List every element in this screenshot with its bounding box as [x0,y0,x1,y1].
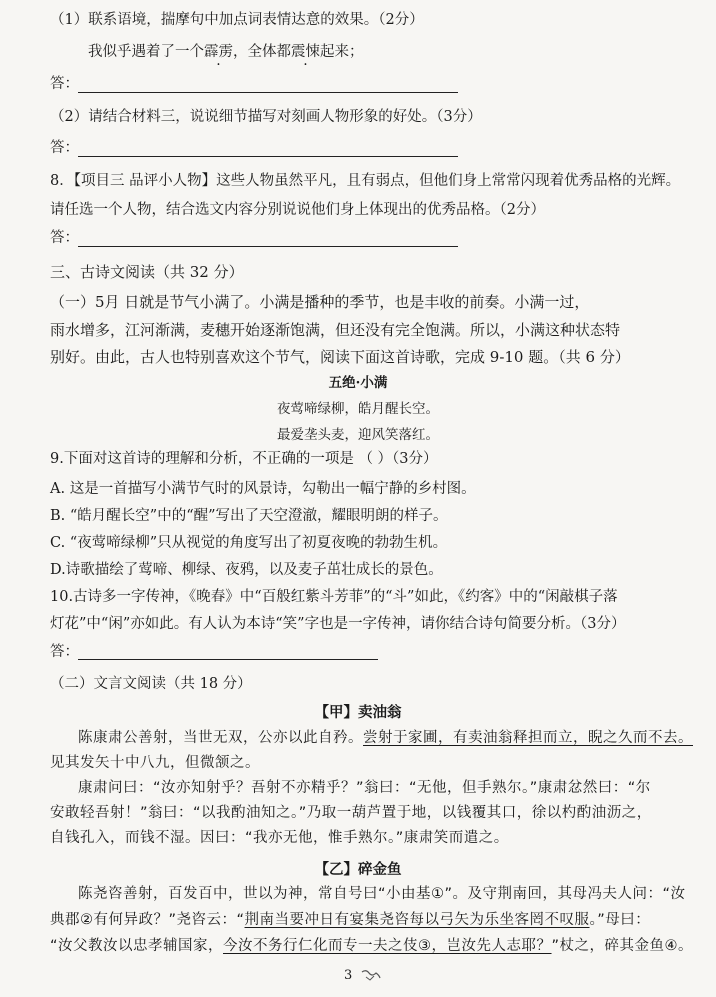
scribble-mark-icon [360,968,382,982]
yi-title: 【乙】碎金鱼 [314,861,402,878]
section3-heading: 三、古诗文阅读（共 32 分） [50,263,244,281]
answer-line[interactable] [78,92,458,93]
q8-line2: 请任选一个人物，结合选文内容分别说说他们身上体现出的优秀品格。（2分） [50,202,545,218]
intro-line1: （一）5月 日就是节气小满了。小满是播种的季节，也是丰收的前奏。小满一过， [50,293,590,311]
q7-2-prompt: （2）请结合材料三，说说细节描写对刻画人物形象的好处。（3分） [50,109,482,125]
jia-para2-line2: 安敢轻吾射！”翁曰：“以我酌油知之。”乃取一葫芦置于地，以钱覆其口，徐以杓酌油沥之， [50,805,652,821]
q9-option-d: D.诗歌描绘了莺啼、柳绿、夜鸦，以及麦子茁壮成长的景色。 [50,562,443,578]
answer-label: 答： [50,76,79,92]
dotted-word-2: 震悚 [291,44,320,60]
sentence-post: 起来； [320,44,364,60]
answer-line[interactable] [78,246,458,247]
yi-underlined-sentence-2: 今汝不务行仁化而专一夫之伎③，岂汝先人志耶？ [223,938,552,954]
q7-1-prompt: （1）联系语境，揣摩句中加点词表情达意的效果。（2分） [50,12,424,28]
jia-para2-line1: 康肃问曰：“汝亦知射乎？吾射不亦精乎？”翁曰：“无他，但手熟尔。”康肃忿然曰：“尔 [78,780,651,796]
jia-para2-line3: 自钱孔入，而钱不湿。因曰：“我亦无他，惟手熟尔。”康肃笑而遣之。 [50,830,509,846]
q9-option-c: C. “夜莺啼绿柳”只从视觉的角度写出了初夏夜晚的勃勃生机。 [50,535,448,551]
q9-option-b: B. “皓月醒长空”中的“醒”写出了天空澄澈，耀眼明朗的样子。 [50,508,448,524]
yi-text: 。”母曰： [589,912,651,928]
answer-line[interactable] [78,156,458,157]
answer-label: 答： [50,230,79,246]
dotted-word-1: 霹雳 [204,44,233,60]
yi-para-line2 [50,910,650,930]
q10-line1: 10.古诗多一字传神，《晚春》中“百般红紫斗芳菲”的“斗”如此，《约客》中的“闲敲棋子落 [50,589,618,605]
yi-para-line3 [50,936,693,956]
jia-para1-line2: 见其发矢十中八九，但微颔之。 [50,755,260,771]
q8-line1: 8．【项目三 品评小人物】这些人物虽然平凡，且有弱点，但他们身上常常闪现着优秀品格的光辉。 [50,173,681,189]
q9-stem: 9.下面对这首诗的理解和分析，不正确的一项是 （ ）（3分） [50,451,438,467]
jia-text: 陈康肃公善射，当世无双，公亦以此自矜。 [78,730,363,746]
poem-line-1: 夜莺啼绿柳，皓月醒长空。 [277,401,439,417]
intro-line2: 雨水增多，江河渐满，麦穗开始逐渐饱满，但还没有完全饱满。所以，小满这种状态特 [50,321,621,339]
page-number: 3 [344,968,353,983]
q7-1-sentence [88,42,364,62]
q9-option-a: A. 这是一首描写小满节气时的风景诗，勾勒出一幅宁静的乡村图。 [50,481,476,497]
yi-text: “汝父教汝以忠孝辅国家， [50,938,224,954]
answer-label: 答： [50,644,79,660]
sentence-mid: ，全体都 [233,44,291,60]
jia-underlined-sentence: 尝射于家圃，有卖油翁释担而立，睨之久而不去。 [363,730,693,746]
q10-line2: 灯花”中“闲”亦如此。有人认为本诗“笑”字也是一字传神，请你结合诗句简要分析。（3分） [50,616,626,632]
yi-underlined-sentence-1: 荆南当要冲日有宴集尧咨每以弓矢为乐坐客罔不叹服 [244,912,590,928]
jia-para1-line1 [78,728,693,748]
sentence-pre: 我似乎遇着了一个 [88,44,204,60]
answer-line[interactable] [78,659,378,660]
poem-line-2: 最爱垄头麦，迎风笑落红。 [277,427,439,443]
answer-label: 答： [50,140,79,156]
yi-text: 典郡②有何异政？”尧咨云：“ [50,912,245,928]
intro-line3: 别好。由此，古人也特别喜欢这个节气，阅读下面这首诗歌，完成 9-10 题。（共 6 分） [50,348,630,366]
yi-text: ”杖之，碎其金鱼④。 [551,938,694,954]
jia-title: 【甲】卖油翁 [314,704,402,721]
yi-para-line1: 陈尧咨善射，百发百中，世以为神，常自号曰“小由基①”。及守荆南回，其母冯夫人问：“汝 [78,886,686,902]
poem-title: 五绝·小满 [328,375,388,391]
wenyan-heading: （二）文言文阅读（共 18 分） [50,676,252,692]
